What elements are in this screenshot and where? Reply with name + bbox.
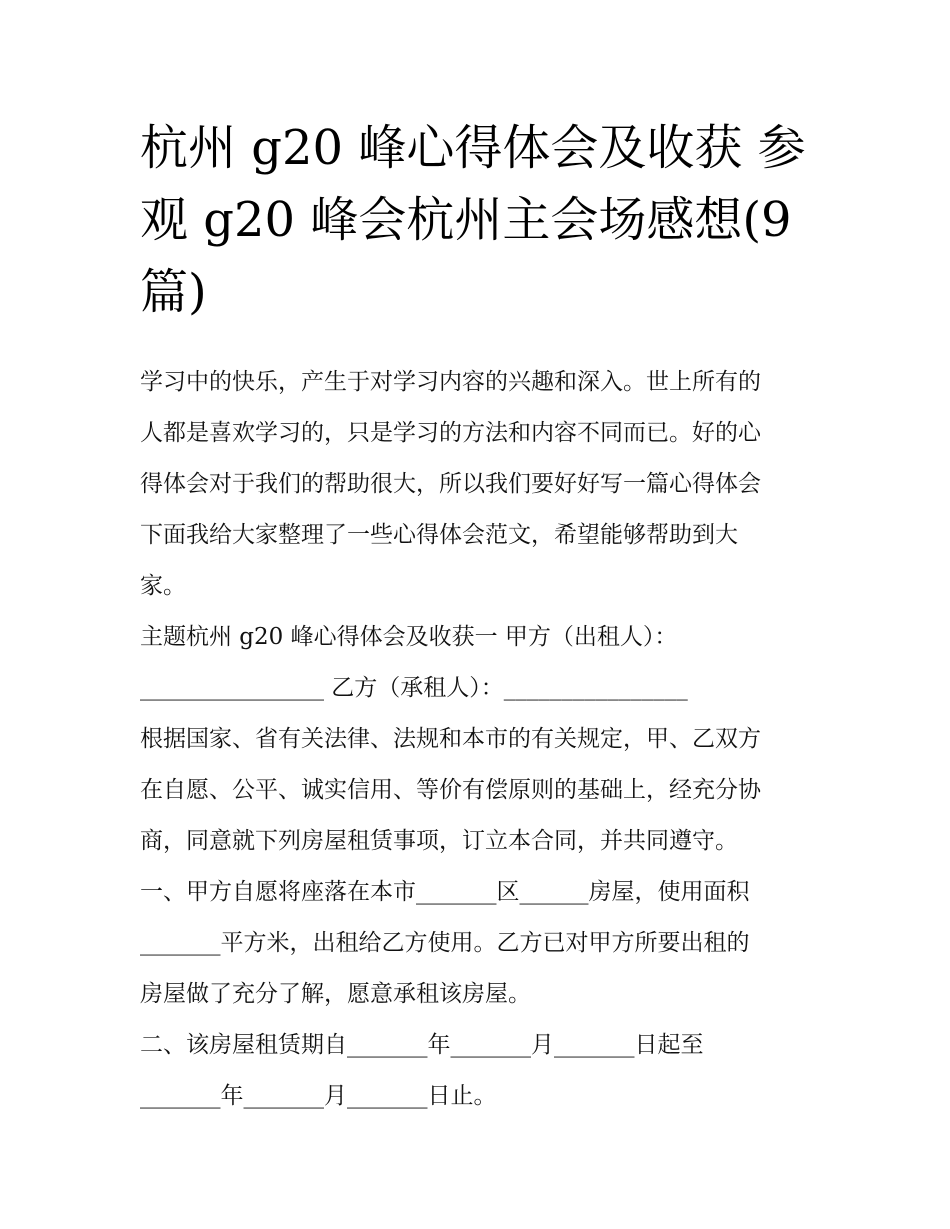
clause-two-paragraph [140, 1020, 820, 1122]
text-line: 二、该房屋租赁期自_______年_______月_______日起至 [140, 1032, 704, 1058]
title-line: 杭州 g20 峰心得体会及收获 参 [140, 120, 806, 176]
text-line: _______年_______月_______日止。 [140, 1083, 497, 1109]
text-line: 得体会对于我们的帮助很大，所以我们要好好写一篇心得体会 [140, 471, 761, 497]
document-title [140, 112, 820, 328]
text-line: 一、甲方自愿将座落在本市_______区______房屋，使用面积 [140, 879, 750, 905]
title-line: 观 g20 峰会杭州主会场感想(9 [140, 192, 792, 248]
text-line: ________________ 乙方（承租人）：________________ [140, 675, 688, 701]
clause-one-paragraph [140, 867, 820, 1020]
title-line: 篇) [140, 264, 207, 320]
text-line: 在自愿、公平、诚实信用、等价有偿原则的基础上，经充分协 [140, 777, 761, 803]
text-line: _______平方米，出租给乙方使用。乙方已对甲方所要出租的 [140, 930, 750, 956]
text-line: 学习中的快乐，产生于对学习内容的兴趣和深入。世上所有的 [140, 369, 761, 395]
text-line: 商，同意就下列房屋租赁事项，订立本合同，并共同遵守。 [140, 828, 738, 854]
text-line: 主题杭州 g20 峰心得体会及收获一 甲方（出租人）： [140, 624, 678, 650]
text-line: 根据国家、省有关法律、法规和本市的有关规定，甲、乙双方 [140, 726, 761, 752]
parties-paragraph [140, 612, 820, 714]
text-line: 人都是喜欢学习的，只是学习的方法和内容不同而已。好的心 [140, 420, 761, 446]
basis-paragraph [140, 714, 820, 867]
text-line: 家。 [140, 573, 186, 599]
text-line: 房屋做了充分了解，愿意承租该房屋。 [140, 981, 531, 1007]
document-body [140, 357, 820, 1122]
text-line: 下面我给大家整理了一些心得体会范文，希望能够帮助到大 [140, 522, 738, 548]
intro-paragraph [140, 357, 820, 612]
